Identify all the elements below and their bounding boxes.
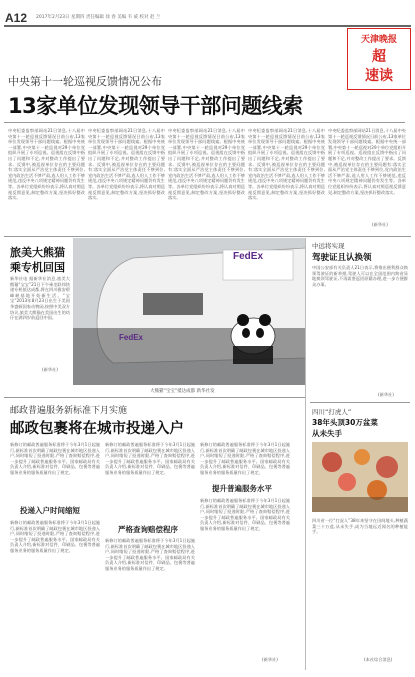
badge-text-2: 速读 — [365, 68, 393, 84]
sichuan-kicker: 四川“打虎人” — [312, 408, 352, 416]
sichuan-photo — [312, 442, 408, 512]
page-number: A12 — [5, 11, 28, 25]
fedex-logo-side: FedEx — [119, 333, 144, 342]
lead-kicker: 中央第十一轮巡视反馈情况公布 — [8, 75, 162, 88]
post-body-col1b: 新修订的邮政普遍服务标准将于今年3月1日起施行,新标准首次明确了邮政包裹在城市地区投递入户,同时缩短了投递时限,严格了查询赔偿程序,进一步提升了邮政普遍服务水平。国家邮政局有关负责人介绍,新标准对信件、印刷品、包裹等普遍服务业务的服务质量作出了规定。 — [10, 520, 100, 553]
post-body-col3b: 新修订的邮政普遍服务标准将于今年3月1日起施行,新标准首次明确了邮政包裹在城市地区投递入户,同时缩短了投递时限,严格了查询赔偿程序,进一步提升了邮政普遍服务水平。国家邮政局有关负责人介绍,新标准对信件、印刷品、包裹等普遍服务业务的服务质量作出了规定。 — [200, 498, 290, 531]
jingdong-source: (新华社) — [378, 392, 394, 397]
brand-badge — [347, 28, 411, 90]
lead-body-col2: 中央纪委监察部网站21日消息,十八届中央第十一轮巡视反馈情况日前公布,13家单位发现领导干部问题线索。根据中央统一部署,中央第十一轮巡视对29个单位党组织开展了专项巡视。巡视组在反馈中指出了问题和不足,并对整改工作提出了要求。反馈中,被巡视单位存在的主要问题有:落实全面从严治党主体责任不够到位,党内政治生活不够严肃,选人用人工作不够规范,违反中央八项规定精神问题仍有发生等。各单位党组织纷纷表示,将认真对照巡视反馈意见,制定整改方案,坚决抓好整改落实。 — [88, 128, 165, 201]
badge-text-1: 超 — [372, 49, 386, 65]
sichuan-headline-2: 从未失手 — [312, 429, 342, 438]
panda-body: 新华社电 据新华社消息,旅美大熊猫“宝宝”21日下午乘坐联邦快递专机抵达成都,将在四川雅安碧峰峡基地开始新生活。“宝宝”2013年8月23日出生于美国华盛顿国家动物园,按照中美双方协议,旅美大熊猫在美国出生的幼仔在满四岁前返回中国。 — [10, 276, 70, 321]
lead-body-col3: 中央纪委监察部网站21日消息,十八届中央第十一轮巡视反馈情况日前公布,13家单位发现领导干部问题线索。根据中央统一部署,中央第十一轮巡视对29个单位党组织开展了专项巡视。巡视组在反馈中指出了问题和不足,并对整改工作提出了要求。反馈中,被巡视单位存在的主要问题有:落实全面从严治党主体责任不够到位,党内政治生活不够严肃,选人用人工作不够规范,违反中央八项规定精神问题仍有发生等。各单位党组织纷纷表示,将认真对照巡视反馈意见,制定整改方案,坚决抓好整改落实。 — [168, 128, 245, 201]
sichuan-body: 四川省一位“打虎人”38年来坚守在田间地头,种植蔬菜三十万盆,从未失手,成为当地远近闻名的种植能手。 — [312, 518, 408, 535]
jingdong-body: 中国公安部有关负责人21日表示,将推出便利群众换领驾驶证的新举措,驾驶人可以在全国范围内跨省异地换领驾驶证,不再需要返回原籍办理,进一步方便群众办事。 — [312, 265, 408, 287]
post-headline: 邮政包裹将在城市投递入户 — [10, 421, 184, 437]
lead-body-col1: 中央纪委监察部网站21日消息,十八届中央第十一轮巡视反馈情况日前公布,13家单位发现领导干部问题线索。根据中央统一部署,中央第十一轮巡视对29个单位党组织开展了专项巡视。巡视组在反馈中指出了问题和不足,并对整改工作提出了要求。反馈中,被巡视单位存在的主要问题有:落实全面从严治党主体责任不够到位,党内政治生活不够严肃,选人用人工作不够规范,违反中央八项规定精神问题仍有发生等。各单位党组织纷纷表示,将认真对照巡视反馈意见,制定整改方案,坚决抓好整改落实。 — [8, 128, 85, 201]
lead-source: (新华社) — [372, 222, 388, 227]
post-sub-2: 严格查询赔偿程序 — [118, 525, 178, 534]
jingdong-headline: 驾驶证且认换领 — [312, 253, 372, 263]
jingdong-kicker: 中远将实现 — [312, 242, 345, 250]
post-body-col2: 新修订的邮政普遍服务标准将于今年3月1日起施行,新标准首次明确了邮政包裹在城市地区投递入户,同时缩短了投递时限,严格了查询赔偿程序,进一步提升了邮政普遍服务水平。国家邮政局有关负责人介绍,新标准对信件、印刷品、包裹等普遍服务业务的服务质量作出了规定。 — [105, 442, 195, 475]
lead-headline: 13家单位发现领导干部问题线索 — [8, 94, 303, 118]
sichuan-source: (本社综合消息) — [364, 657, 393, 662]
lead-body-col4: 中央纪委监察部网站21日消息,十八届中央第十一轮巡视反馈情况日前公布,13家单位发现领导干部问题线索。根据中央统一部署,中央第十一轮巡视对29个单位党组织开展了专项巡视。巡视组在反馈中指出了问题和不足,并对整改工作提出了要求。反馈中,被巡视单位存在的主要问题有:落实全面从严治党主体责任不够到位,党内政治生活不够严肃,选人用人工作不够规范,违反中央八项规定精神问题仍有发生等。各单位党组织纷纷表示,将认真对照巡视反馈意见,制定整改方案,坚决抓好整改落实。 — [248, 128, 325, 201]
panda-photo — [73, 238, 306, 385]
post-sub-1: 投递入户时间缩短 — [20, 506, 80, 515]
lead-body-col5: 中央纪委监察部网站21日消息,十八届中央第十一轮巡视反馈情况日前公布,13家单位发现领导干部问题线索。根据中央统一部署,中央第十一轮巡视对29个单位党组织开展了专项巡视。巡视组在反馈中指出了问题和不足,并对整改工作提出了要求。反馈中,被巡视单位存在的主要问题有:落实全面从严治党主体责任不够到位,党内政治生活不够严肃,选人用人工作不够规范,违反中央八项规定精神问题仍有发生等。各单位党组织纷纷表示,将认真对照巡视反馈意见,制定整改方案,坚决抓好整改落实。 — [328, 128, 406, 195]
post-kicker: 邮政普遍服务新标准下月实施 — [10, 406, 128, 416]
post-body-col3: 新修订的邮政普遍服务标准将于今年3月1日起施行,新标准首次明确了邮政包裹在城市地区投递入户,同时缩短了投递时限,严格了查询赔偿程序,进一步提升了邮政普遍服务水平。国家邮政局有关负责人介绍,新标准对信件、印刷品、包裹等普遍服务业务的服务质量作出了规定。 — [200, 442, 290, 475]
post-body-col2b: 新修订的邮政普遍服务标准将于今年3月1日起施行,新标准首次明确了邮政包裹在城市地区投递入户,同时缩短了投递时限,严格了查询赔偿程序,进一步提升了邮政普遍服务水平。国家邮政局有关负责人介绍,新标准对信件、印刷品、包裹等普遍服务业务的服务质量作出了规定。 — [105, 538, 195, 571]
brand-logo: 天津晚报 — [360, 35, 397, 45]
panda-title-2: 乘专机回国 — [10, 261, 65, 274]
page-meta: 2017年2月23日 星期四 责任编辑 徐 春 美编 韦 威 校对 赵 兰 — [36, 15, 161, 20]
post-source: (新华社) — [262, 657, 278, 662]
panda-title-1: 旅美大熊猫 — [10, 246, 65, 259]
fedex-logo: FedEx — [233, 251, 264, 262]
panda-source: (新华社) — [42, 367, 58, 372]
post-body-col1: 新修订的邮政普遍服务标准将于今年3月1日起施行,新标准首次明确了邮政包裹在城市地区投递入户,同时缩短了投递时限,严格了查询赔偿程序,进一步提升了邮政普遍服务水平。国家邮政局有关负责人介绍,新标准对信件、印刷品、包裹等普遍服务业务的服务质量作出了规定。 — [10, 442, 100, 475]
panda-caption: 大熊猫“宝宝”抵达成都 新华社发 — [150, 389, 215, 394]
post-sub-3: 提升普遍服务水平 — [212, 484, 272, 493]
sichuan-headline: 38年头顶30万盆菜 — [312, 418, 378, 427]
